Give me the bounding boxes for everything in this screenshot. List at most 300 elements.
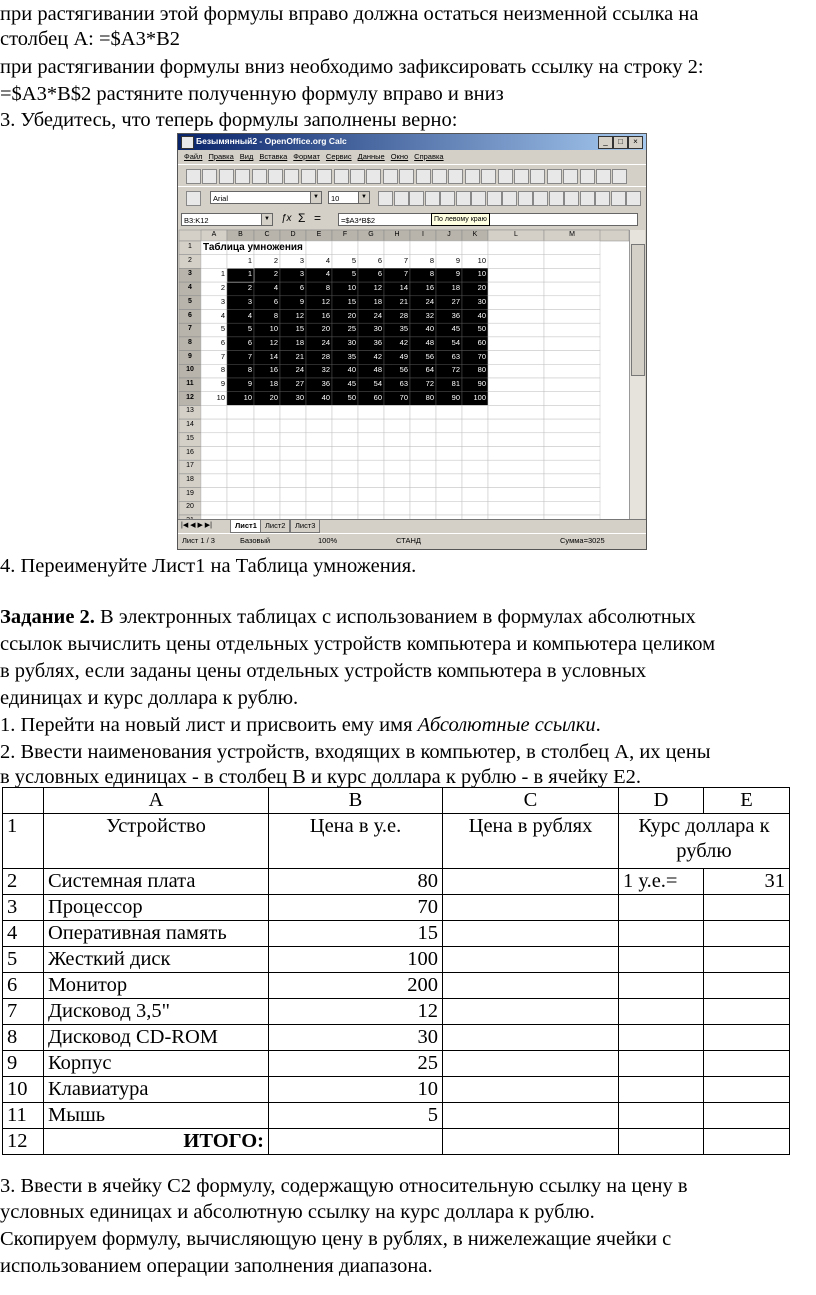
product-value: 2: [273, 269, 278, 279]
sum-icon[interactable]: Σ: [298, 211, 306, 225]
column-header-label: K: [472, 231, 478, 238]
row-header-label: 15: [186, 434, 194, 442]
toolbar-icon[interactable]: [383, 169, 398, 184]
device-name: Мышь: [44, 1103, 269, 1129]
cell-ref-value: B3:K12: [184, 216, 209, 225]
chevron-down-icon: ▼: [310, 192, 321, 203]
product-value: 28: [399, 310, 408, 320]
grid-cell: [488, 296, 544, 310]
product-value: 25: [347, 324, 356, 334]
step1-prefix: 1. Перейти на новый лист и присвоить ему имя: [0, 714, 418, 736]
row-number: 1: [3, 814, 44, 869]
device-price: 30: [269, 1025, 443, 1051]
product-value: 20: [347, 310, 356, 320]
grid-cell: [462, 241, 488, 255]
chevron-down-icon: ▼: [261, 214, 272, 225]
product-value: 16: [321, 310, 330, 320]
grid-cell: [410, 488, 436, 502]
device-price: 70: [269, 895, 443, 921]
grid-cell: [488, 433, 544, 447]
product-value: 5: [351, 269, 356, 279]
intro-line-3: при растягивании формулы вниз необходимо зафиксировать ссылку на строку 2:: [0, 56, 704, 78]
intro-line-5: 3. Убедитесь, что теперь формулы заполнены верно:: [0, 109, 458, 131]
product-value: 18: [295, 337, 304, 347]
table-col-headers: [3, 788, 790, 814]
grid-cell: [358, 501, 384, 515]
row-header-label: 17: [186, 462, 194, 470]
format-icon[interactable]: [487, 191, 502, 206]
product-value: 16: [425, 283, 434, 293]
grid-cell: [544, 364, 600, 378]
product-value: 24: [373, 310, 382, 320]
styles-icon[interactable]: [186, 191, 201, 206]
product-value: 72: [425, 379, 434, 388]
task2-line-1: [0, 605, 696, 629]
toolbar-icon[interactable]: [481, 169, 496, 184]
toolbar-icon[interactable]: [317, 169, 332, 184]
product-value: 42: [399, 337, 408, 347]
grid-cell: [544, 405, 600, 419]
toolbar-icon[interactable]: [268, 169, 283, 184]
row-number: 3: [3, 895, 44, 921]
grid-cell: [280, 474, 306, 488]
row-header-label: 1: [188, 243, 192, 250]
grid-cell: [488, 501, 544, 515]
device-name: Системная плата: [44, 869, 269, 895]
grid-cell: [332, 447, 358, 461]
row-number: 7: [3, 999, 44, 1025]
format-icon[interactable]: [425, 191, 440, 206]
window-title: Безымянный2 - OpenOffice.org Calc: [196, 136, 347, 146]
product-value: 48: [425, 337, 434, 347]
price-rub-cell: [443, 921, 619, 947]
grid-cell: [384, 405, 410, 419]
toolbar-icon[interactable]: [416, 169, 431, 184]
rate-label-cell: [619, 1077, 704, 1103]
product-value: 40: [321, 392, 330, 402]
menu-item[interactable]: Окно: [390, 152, 409, 161]
row-number: 5: [3, 947, 44, 973]
row-number: 10: [3, 1077, 44, 1103]
product-value: 49: [399, 351, 408, 361]
grid-cell: [332, 501, 358, 515]
grid-cell: [254, 447, 280, 461]
grid-cell: [436, 501, 462, 515]
grid-cell: [384, 488, 410, 502]
task2-label: Задание 2.: [0, 606, 95, 628]
task2-line-2: ссылок вычислить цены отдельных устройств компьютера и компьютера целиком: [0, 633, 716, 655]
product-value: 8: [273, 310, 278, 320]
grid-cell: [544, 378, 600, 392]
product-value: 18: [451, 283, 460, 293]
grid-cell: [488, 378, 544, 392]
toolbar-icon[interactable]: [596, 169, 611, 184]
grid-cell: [410, 419, 436, 433]
grid-cell: [254, 405, 280, 419]
product-value: 16: [269, 365, 278, 375]
tooltip: По левому краю: [431, 213, 490, 226]
price-rub-cell: [443, 999, 619, 1025]
minimize-icon[interactable]: _: [598, 136, 613, 149]
status-sheet: Лист 1 / 3: [182, 536, 215, 545]
column-header-label: M: [569, 231, 575, 238]
step1-name: Абсолютные ссылки: [417, 714, 596, 736]
grid-cell: [462, 447, 488, 461]
product-value: 30: [477, 296, 486, 306]
grid-cell: [462, 488, 488, 502]
font-name-combo[interactable]: [210, 191, 322, 204]
device-price: 15: [269, 921, 443, 947]
product-value: 18: [269, 379, 278, 388]
grid-cell: [358, 419, 384, 433]
toolbar-icon[interactable]: [301, 169, 316, 184]
product-value: 63: [451, 351, 460, 361]
toolbar-icon[interactable]: [514, 169, 529, 184]
grid-cell: [227, 405, 254, 419]
font-size-value: 10: [331, 194, 340, 203]
product-value: 5: [247, 324, 252, 334]
column-header-label: D: [290, 231, 296, 238]
grid-cell: [488, 364, 544, 378]
product-value: 8: [429, 269, 434, 279]
menu-item[interactable]: Файл: [184, 152, 203, 161]
toolbar-icon[interactable]: [563, 169, 578, 184]
toolbar-icon[interactable]: [334, 169, 349, 184]
grid-cell: [544, 392, 600, 406]
product-value: 45: [347, 379, 356, 388]
format-icon[interactable]: [518, 191, 533, 206]
table-header-row: [3, 814, 790, 869]
toolbar-icon[interactable]: [448, 169, 463, 184]
rate-label-cell: [619, 999, 704, 1025]
grid-cell: [384, 447, 410, 461]
grid-cell: [488, 474, 544, 488]
multiplier-value: 10: [216, 392, 225, 402]
function-wizard-icon[interactable]: ƒx: [281, 213, 292, 224]
product-value: 36: [373, 337, 382, 347]
grid-cell: [462, 405, 488, 419]
header-price-ue: Цена в у.е.: [269, 814, 443, 869]
product-value: 9: [455, 269, 460, 279]
column-header-label: G: [368, 231, 374, 238]
product-value: 54: [451, 337, 460, 347]
step3-line-3: Скопируем формулу, вычисляющую цену в рублях, в нижележащие ячейки с: [0, 1228, 672, 1250]
standard-toolbar: [178, 164, 646, 188]
product-value: 2: [247, 283, 252, 293]
toolbar-icon[interactable]: [186, 169, 201, 184]
menu-item[interactable]: Сервис: [325, 152, 352, 161]
format-icon[interactable]: [409, 191, 424, 206]
grid-cell: [227, 419, 254, 433]
format-icon[interactable]: [378, 191, 393, 206]
grid-cell: [254, 474, 280, 488]
product-value: 40: [477, 310, 486, 320]
format-icon[interactable]: [549, 191, 564, 206]
grid-cell: [544, 501, 600, 515]
grid-cell: [280, 501, 306, 515]
grid-cell: [488, 419, 544, 433]
task2-line-4: единицах и курс доллара к рублю.: [0, 687, 299, 709]
row-header-label: 8: [188, 338, 192, 346]
product-value: 90: [477, 379, 486, 388]
grid-cell: [488, 337, 544, 351]
table-row: [3, 1103, 790, 1129]
product-value: 40: [347, 365, 356, 375]
row-header-label: 11: [186, 380, 194, 387]
format-icon[interactable]: [611, 191, 626, 206]
device-price: 80: [269, 869, 443, 895]
format-icon[interactable]: [580, 191, 595, 206]
format-icon[interactable]: [533, 191, 548, 206]
window-titlebar: [178, 134, 646, 150]
table-row: [3, 869, 790, 895]
grid-cell: [254, 419, 280, 433]
font-size-combo[interactable]: [328, 191, 370, 204]
rate-label-cell: 1 у.е.=: [619, 869, 704, 895]
column-header-label: H: [394, 231, 400, 238]
menu-item[interactable]: Данные: [357, 152, 385, 161]
grid-cell: [488, 488, 544, 502]
grid-cell: [544, 337, 600, 351]
toolbar-icon[interactable]: [350, 169, 365, 184]
row-header-label: 4: [188, 284, 192, 292]
grid-cell: [544, 488, 600, 502]
product-value: 6: [299, 283, 304, 293]
equals-icon[interactable]: =: [314, 211, 322, 225]
table-row: [3, 973, 790, 999]
grid-cell: [384, 241, 410, 255]
grid-cell: [280, 447, 306, 461]
product-value: 9: [299, 296, 304, 306]
device-price: 200: [269, 973, 443, 999]
sheet-tab[interactable]: Лист2: [260, 520, 290, 533]
intro-line-4: =$A3*B$2 растяните полученную формулу вправо и вниз: [0, 83, 504, 105]
grid-cell: [488, 241, 544, 255]
product-value: 8: [325, 283, 330, 293]
maximize-icon[interactable]: □: [613, 136, 628, 149]
rate-value-cell: [704, 1051, 790, 1077]
scroll-thumb[interactable]: [631, 244, 645, 376]
grid-cell: [410, 405, 436, 419]
toolbar-icon[interactable]: [498, 169, 513, 184]
product-value: 3: [299, 269, 304, 279]
toolbar-icon[interactable]: [284, 169, 299, 184]
product-value: 90: [451, 392, 460, 402]
grid-cell: [201, 255, 227, 269]
price-rub-cell: [443, 895, 619, 921]
device-price: 25: [269, 1051, 443, 1077]
grid-cell: [544, 310, 600, 324]
product-value: 10: [477, 269, 486, 279]
toolbar-icon[interactable]: [580, 169, 595, 184]
col-header-a: A: [44, 788, 269, 814]
name-box[interactable]: [181, 213, 273, 226]
table-row: [3, 947, 790, 973]
row-header-label: 12: [186, 393, 194, 401]
product-value: 6: [273, 296, 278, 306]
step4: 4. Переименуйте Лист1 на Таблица умножения.: [0, 555, 417, 577]
rate-value-cell: [704, 921, 790, 947]
format-icon[interactable]: [394, 191, 409, 206]
toolbar-icon[interactable]: [235, 169, 250, 184]
sheet-tab[interactable]: Лист1: [230, 520, 262, 533]
product-value: 15: [347, 296, 356, 306]
grid-cell: [332, 488, 358, 502]
menu-bar: [178, 150, 646, 164]
grid-cell: [384, 474, 410, 488]
grid-cell: [280, 433, 306, 447]
format-icon[interactable]: [471, 191, 486, 206]
header-rate: Курс доллара к рублю: [619, 814, 790, 869]
format-icon[interactable]: [595, 191, 610, 206]
grid-cell: [488, 268, 544, 282]
multiplier-value: 1: [220, 269, 225, 279]
product-value: 14: [269, 351, 278, 361]
format-icon[interactable]: [456, 191, 471, 206]
product-value: 10: [269, 324, 278, 334]
price-rub-cell: [443, 869, 619, 895]
format-icon[interactable]: [440, 191, 455, 206]
product-value: 32: [425, 310, 434, 320]
toolbar-icon[interactable]: [547, 169, 562, 184]
column-header-label: F: [342, 231, 348, 238]
spreadsheet-grid[interactable]: [179, 230, 629, 519]
grid-cell: [410, 501, 436, 515]
format-icon[interactable]: [502, 191, 517, 206]
toolbar-icon[interactable]: [530, 169, 545, 184]
status-sum: Сумма=3025: [560, 536, 605, 545]
menu-item[interactable]: Справка: [414, 152, 444, 161]
row-header-label: 14: [186, 421, 194, 429]
product-value: 45: [451, 324, 460, 334]
rate-value-cell: [704, 1103, 790, 1129]
grid-cell: [384, 501, 410, 515]
toolbar-icon[interactable]: [612, 169, 627, 184]
grid-cell: [544, 323, 600, 337]
product-value: 12: [373, 283, 382, 293]
price-rub-cell: [443, 1051, 619, 1077]
devices-table: [2, 787, 790, 1155]
multiplier-value: 4: [220, 310, 225, 320]
row-header-label: 13: [186, 407, 194, 415]
grid-cell: [462, 474, 488, 488]
close-icon[interactable]: ×: [628, 136, 643, 149]
rate-value-cell: [704, 973, 790, 999]
product-value: 12: [269, 337, 278, 347]
toolbar-icon[interactable]: [399, 169, 414, 184]
menu-item[interactable]: Правка: [208, 152, 234, 161]
step3-line-2: условных единицах и абсолютную ссылку на курс доллара к рублю.: [0, 1201, 595, 1223]
grid-cell: [201, 447, 227, 461]
toolbar-icon[interactable]: [252, 169, 267, 184]
grid-cell: [201, 419, 227, 433]
header-value: 8: [429, 255, 434, 265]
grid-cell: [488, 323, 544, 337]
product-value: 7: [403, 269, 408, 279]
formula-bar: [178, 208, 646, 230]
vertical-scrollbar[interactable]: [629, 230, 645, 519]
toolbar-icon[interactable]: [219, 169, 234, 184]
rate-label-cell: [619, 1025, 704, 1051]
table-row: [3, 895, 790, 921]
device-name: Монитор: [44, 973, 269, 999]
task2-step2-line-1: 2. Ввести наименования устройств, входящих в компьютер, в столбец А, их цены: [0, 741, 711, 763]
product-value: 24: [425, 296, 434, 306]
menu-item[interactable]: Формат: [293, 152, 320, 161]
table-row: [3, 999, 790, 1025]
multiplier-value: 3: [220, 296, 225, 306]
device-name: Оперативная память: [44, 921, 269, 947]
product-value: 80: [477, 365, 486, 375]
grid-cell: [436, 460, 462, 474]
toolbar-icon[interactable]: [366, 169, 381, 184]
tab-nav-icon[interactable]: |◀ ◀ ▶ ▶|: [181, 522, 213, 529]
header-value: 1: [247, 255, 252, 265]
step1-suffix: .: [595, 714, 601, 736]
device-name: Процессор: [44, 895, 269, 921]
grid-cell: [332, 419, 358, 433]
format-icon[interactable]: [626, 191, 641, 206]
grid-cell: [227, 501, 254, 515]
format-icon[interactable]: [564, 191, 579, 206]
row-number: 11: [3, 1103, 44, 1129]
device-price: 100: [269, 947, 443, 973]
product-value: 6: [377, 269, 382, 279]
multiplier-value: 6: [220, 337, 225, 347]
product-value: 20: [477, 283, 486, 293]
sheet-title: Таблица умножения: [203, 242, 303, 253]
font-name-value: Arial: [213, 194, 229, 203]
menu-item[interactable]: Вставка: [259, 152, 288, 161]
product-value: 50: [477, 324, 486, 334]
device-name: Корпус: [44, 1051, 269, 1077]
col-header-c: C: [443, 788, 619, 814]
row-number: 9: [3, 1051, 44, 1077]
product-value: 72: [451, 365, 460, 375]
toolbar-icon[interactable]: [202, 169, 217, 184]
grid-cell: [254, 433, 280, 447]
table-total-row: [3, 1129, 790, 1155]
product-value: 15: [295, 324, 304, 334]
status-bar: [178, 533, 646, 549]
table-row: [3, 1051, 790, 1077]
product-value: 35: [347, 351, 356, 361]
step3-line-1: 3. Ввести в ячейку С2 формулу, содержащую относительную ссылку на цену в: [0, 1175, 688, 1197]
header-value: 10: [477, 255, 486, 265]
row-header-label: 5: [188, 297, 192, 305]
product-value: 20: [321, 324, 330, 334]
product-value: 36: [321, 379, 330, 388]
grid-cell: [306, 501, 332, 515]
sheet-tab[interactable]: Лист3: [290, 520, 320, 533]
column-header-label: E: [316, 231, 322, 238]
product-value: 10: [347, 283, 356, 293]
product-value: 64: [425, 365, 434, 375]
price-rub-cell: [443, 947, 619, 973]
product-value: 63: [399, 379, 408, 388]
product-value: 21: [295, 351, 304, 361]
grid-cell: [462, 419, 488, 433]
product-value: 40: [425, 324, 434, 334]
status-zoom: 100%: [318, 536, 338, 545]
toolbar-icon[interactable]: [465, 169, 480, 184]
toolbar-icon[interactable]: [432, 169, 447, 184]
price-rub-cell: [443, 1103, 619, 1129]
grid-cell: [410, 447, 436, 461]
menu-item[interactable]: Вид: [239, 152, 254, 161]
header-value: 7: [403, 255, 408, 265]
status-mode: СТАНД: [396, 536, 421, 545]
